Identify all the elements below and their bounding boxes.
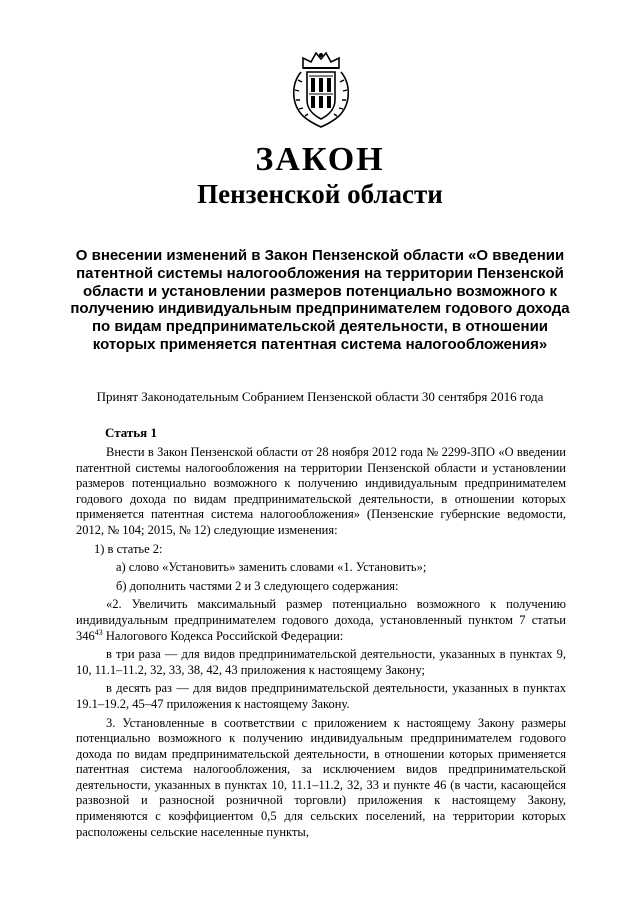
article-title: Статья 1	[105, 425, 157, 440]
body-paragraph: в десять раз — для видов предпринимательской деятельности, указанных в пунктах 19.1–19.2, 45–47 приложения к настоящему Закону.	[76, 681, 566, 711]
body-paragraph: в три раза — для видов предпринимательской деятельности, указанных в пунктах 9, 10, 11.1–11.2, 32, 33, 38, 42, 43 приложения к настоящему Закону;	[76, 647, 566, 677]
law-heading: О внесении изменений в Закон Пензенской области «О введении патентной системы налогообложения на территории Пензенской области и установлении размеров потенциально возможного к получению индивидуальным предпринимателем годового дохода по видам предпринимательской деятельности, в отношении которых применяется патентная система налогообложения»	[70, 247, 570, 353]
body-paragraph: 3. Установленные в соответствии с приложением к настоящему Закону размеры потенциально возможного к получению индивидуальным предпринимателем годового дохода по видам предпринимательской деятельности, в отношении которых применяется патентная система налогообложения, за исключением видов предпринимательской деятельности, указанных в пунктах 10, 11.1–11.2, 32, 33 и пункте 46 (в части, касающейся развозной и разносной розничной торговли) приложения к настоящему Закону, применяются с коэффициентом 0,5 для сельских поселений, на территории которых расположены сельские населенные пункты,	[76, 715, 566, 839]
body-paragraph: а) слово «Установить» заменить словами «1. Установить»;	[116, 560, 427, 575]
superscript-number: 43	[94, 627, 103, 637]
coat-of-arms-icon	[289, 50, 353, 128]
adoption-note: Принят Законодательным Собранием Пензенской области 30 сентября 2016 года	[96, 389, 544, 404]
body-paragraph: б) дополнить частями 2 и 3 следующего содержания:	[116, 578, 399, 593]
quote-text-end: Налогового Кодекса Российской Федерации:	[102, 628, 344, 643]
body-paragraph: Внести в Закон Пензенской области от 28 ноября 2012 года № 2299-ЗПО «О введении патентной системы налогообложения на территории Пензенской области и установлении размеров потенциально возможного к получению индивидуальным предпринимателем годового дохода по видам предпринимательской деятельности, в отношении которых применяется патентная система налогообложения» (Пензенские губернские ведомости, 2012, № 104; 2015, № 12) следующие изменения:	[76, 445, 566, 537]
body-paragraph	[76, 597, 566, 644]
article-body	[76, 445, 566, 843]
document-region-title: Пензенской области	[197, 179, 443, 209]
quote-text-start: «2. Увеличить максимальный размер потенциально возможного к получению индивидуальным предпринимателем годового дохода, установленный пунктом 7 статьи 346	[76, 597, 566, 643]
document-type-title: ЗАКОН	[255, 141, 385, 178]
body-paragraph: 1) в статье 2:	[94, 541, 163, 556]
